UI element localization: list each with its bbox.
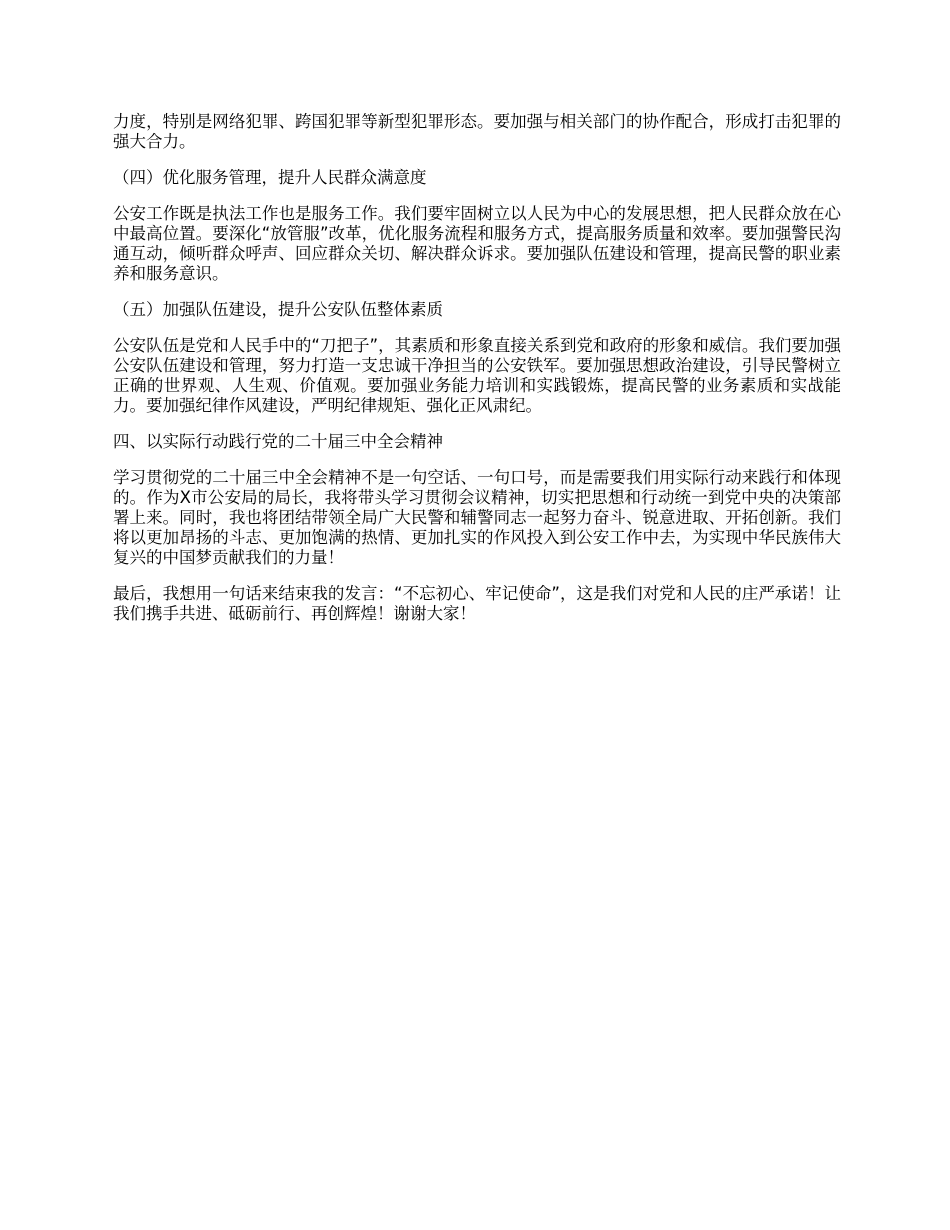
paragraph-closing: 最后，我想用一句话来结束我的发言：“不忘初心、牢记使命”，这是我们对党和人民的庄严承诺！让我们携手共进、砥砺前行、再创辉煌！谢谢大家！ xyxy=(113,584,841,623)
paragraph-action: 学习贯彻党的二十届三中全会精神不是一句空话、一句口号，而是需要我们用实际行动来践行和体现的。作为X市公安局的局长，我将带头学习贯彻会议精神，切实把思想和行动统一到党中央的决策部署上来。同时，我也将团结带领全局广大民警和辅警同志一起努力奋斗、锐意进取、开拓创新。我们将以更加昂扬的斗志、更加饱满的热情、更加扎实的作风投入到公安工作中去，为实现中华民族伟大复兴的中国梦贡献我们的力量！ xyxy=(113,468,841,567)
paragraph-team: 公安队伍是党和人民手中的“刀把子”，其素质和形象直接关系到党和政府的形象和威信。我们要加强公安队伍建设和管理，努力打造一支忠诚干净担当的公安铁军。要加强思想政治建设，引导民警树立正确的世界观、人生观、价值观。要加强业务能力培训和实践锻炼，提高民警的业务素质和实战能力。要加强纪律作风建设，严明纪律规矩、强化正风肃纪。 xyxy=(113,336,841,415)
section-heading-action: 四、以实际行动践行党的二十届三中全会精神 xyxy=(113,432,443,451)
paragraph-crime-fighting: 力度，特别是网络犯罪、跨国犯罪等新型犯罪形态。要加强与相关部门的协作配合，形成打击犯罪的强大合力。 xyxy=(113,112,841,151)
document-page xyxy=(113,112,841,640)
section-heading-service: （四）优化服务管理，提升人民群众满意度 xyxy=(113,168,427,187)
section-heading-team: （五）加强队伍建设，提升公安队伍整体素质 xyxy=(113,300,443,319)
paragraph-service: 公安工作既是执法工作也是服务工作。我们要牢固树立以人民为中心的发展思想，把人民群众放在心中最高位置。要深化“放管服”改革，优化服务流程和服务方式，提高服务质量和效率。要加强警民沟通互动，倾听群众呼声、回应群众关切、解决群众诉求。要加强队伍建设和管理，提高民警的职业素养和服务意识。 xyxy=(113,204,841,283)
